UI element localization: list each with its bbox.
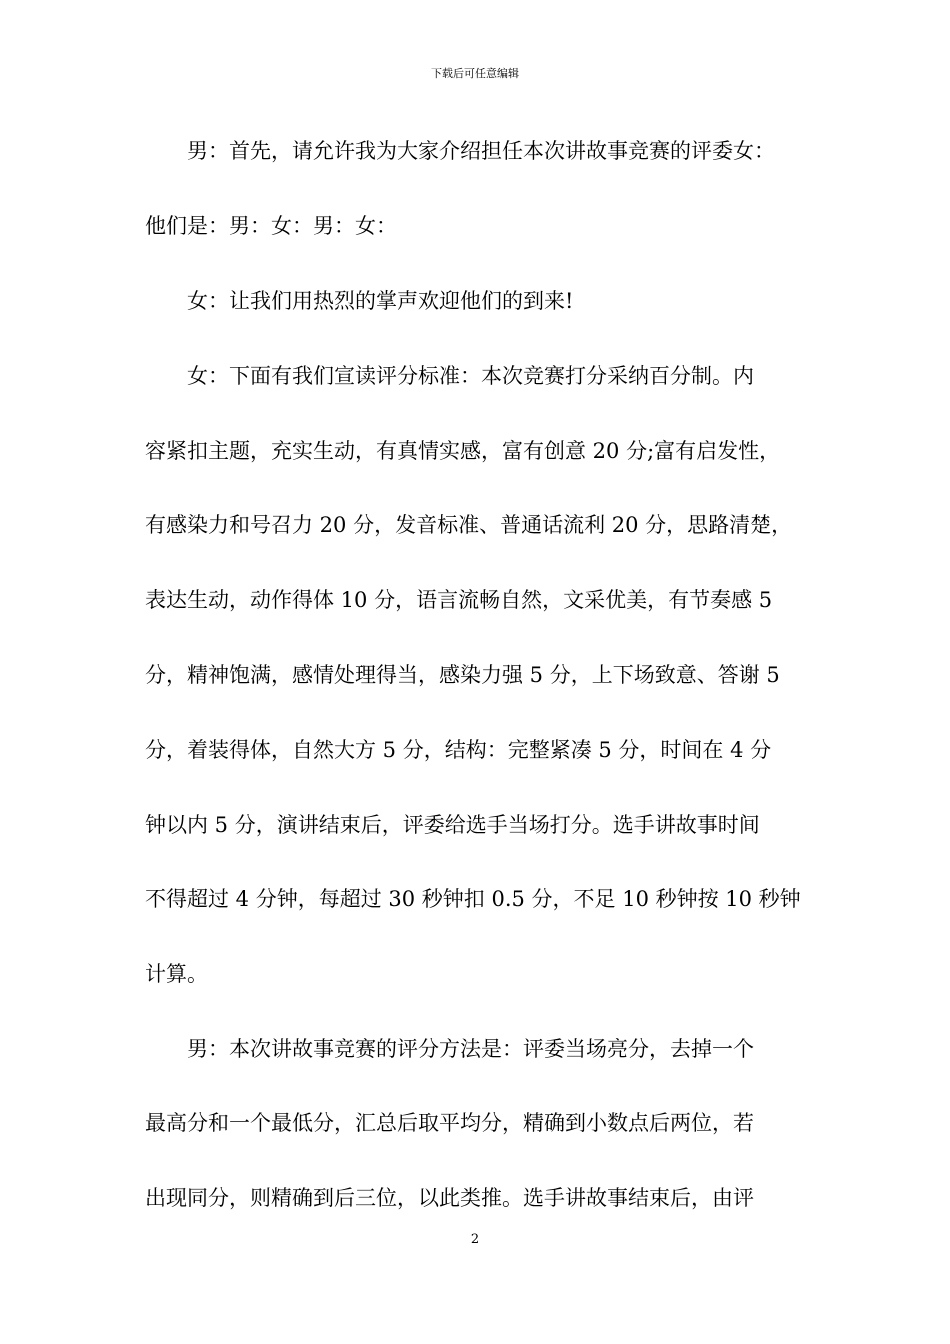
text-line: 分，着装得体，自然大方 5 分，结构：完整紧凑 5 分，时间在 4 分 — [145, 738, 772, 762]
text-line: 他们是：男：女：男：女： — [145, 214, 397, 238]
text-line: 女：让我们用热烈的掌声欢迎他们的到来! — [145, 289, 574, 313]
text-line: 有感染力和号召力 20 分，发音标准、普通话流利 20 分，思路清楚， — [145, 513, 793, 537]
text-line: 最高分和一个最低分，汇总后取平均分，精确到小数点后两位，若 — [145, 1111, 754, 1135]
header-note: 下载后可任意编辑 — [431, 67, 519, 80]
text-line: 不得超过 4 分钟，每超过 30 秒钟扣 0.5 分，不足 10 秒钟按 10 秒钟 — [145, 887, 801, 911]
text-line: 钟以内 5 分，演讲结束后，评委给选手当场打分。选手讲故事时间 — [145, 813, 760, 837]
page-number: 2 — [470, 1232, 480, 1247]
text-line: 女：下面有我们宣读评分标准：本次竞赛打分采纳百分制。内 — [145, 364, 754, 388]
text-line: 男：首先，请允许我为大家介绍担任本次讲故事竞赛的评委女： — [145, 139, 775, 163]
text-line: 容紧扣主题，充实生动，有真情实感，富有创意 20 分;富有启发性， — [145, 439, 781, 463]
text-line: 男：本次讲故事竞赛的评分方法是：评委当场亮分，去掉一个 — [145, 1037, 754, 1061]
text-line: 分，精神饱满，感情处理得当，感染力强 5 分，上下场致意、答谢 5 — [145, 663, 780, 687]
text-line: 计算。 — [145, 962, 208, 986]
text-line: 表达生动，动作得体 10 分，语言流畅自然，文采优美，有节奏感 5 — [145, 588, 773, 612]
text-line: 出现同分，则精确到后三位，以此类推。选手讲故事结束后，由评 — [145, 1186, 754, 1210]
